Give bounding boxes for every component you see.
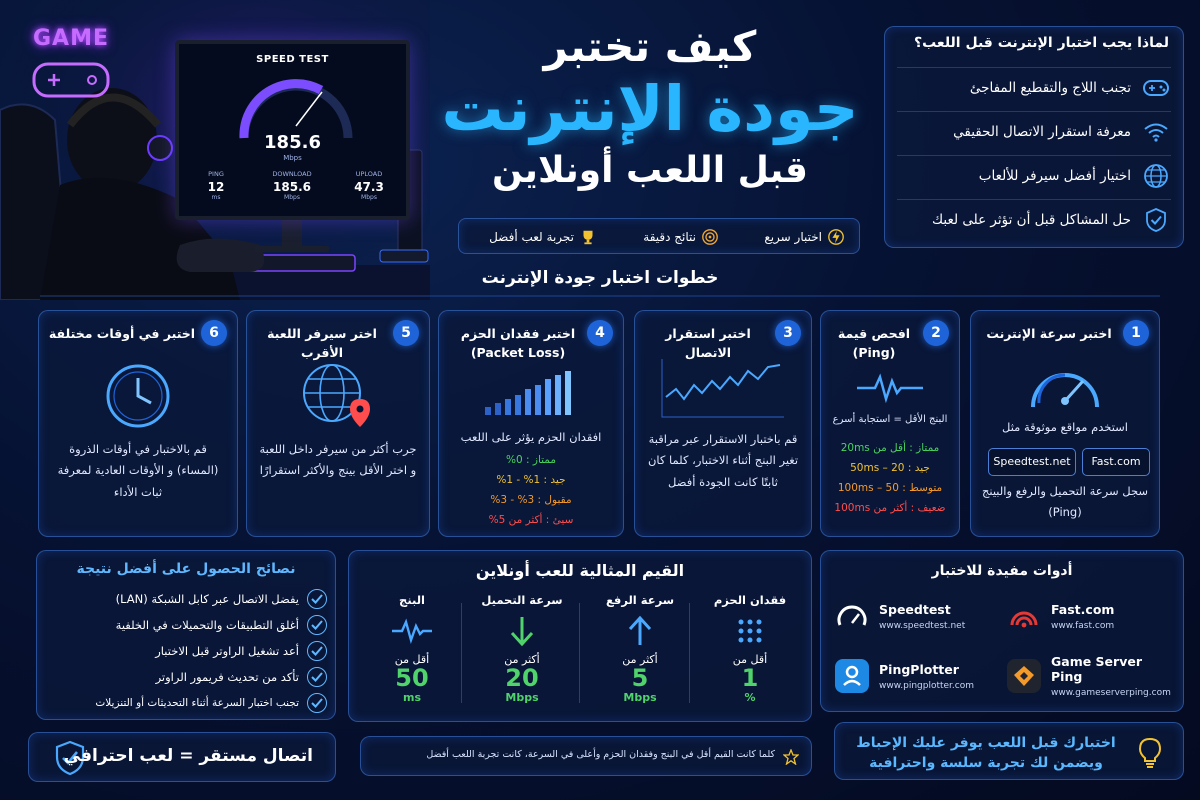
step-body: البنج الأقل = استجابة أسرع bbox=[832, 414, 948, 425]
step-number: 4 bbox=[587, 320, 613, 346]
step-5-server bbox=[246, 310, 430, 537]
feature-quick-test: اختبار سريع bbox=[764, 228, 845, 246]
title-line-3: قبل اللعب أونلاين bbox=[492, 150, 808, 191]
ping-levels bbox=[829, 439, 951, 519]
step-body: قم باختبار الاستقرار عبر مراقبة تغير البنج أثناء الاختبار، كلما كان ثابتًا كانت الجودة أفضل bbox=[647, 432, 799, 489]
speed-bolt-icon bbox=[827, 228, 845, 246]
step-title: افحص قيمة (Ping) bbox=[837, 326, 911, 361]
line-chart-icon bbox=[635, 357, 811, 421]
feature-accurate-results: نتائج دقيقة bbox=[643, 228, 719, 246]
ping-level-excellent: ممتاز : أقل من 20ms bbox=[840, 442, 940, 454]
tool-speedtest[interactable]: Speedtest www.speedtest.net bbox=[835, 593, 1005, 639]
stable-connection-banner bbox=[28, 732, 336, 782]
target-icon bbox=[701, 228, 719, 246]
trophy-icon bbox=[579, 228, 597, 246]
tip-item: أعد تشغيل الراوتر قبل الاختبار bbox=[43, 641, 327, 661]
neon-sign-text: GAME bbox=[32, 26, 109, 51]
check-icon bbox=[307, 641, 327, 661]
ideal-note bbox=[360, 736, 812, 776]
step-4-packet-loss bbox=[438, 310, 624, 537]
ideal-note-text: كلما كانت القيم أقل في البنج وفقدان الحزم وأعلى في السرعة، كانت تجربة اللعب أفضل bbox=[426, 749, 775, 760]
packet-level-good: جيد : 1% - 1% bbox=[496, 473, 566, 486]
tip-item: يفضل الاتصال عبر كابل الشبكة (LAN) bbox=[43, 589, 327, 609]
step-6-times bbox=[38, 310, 238, 537]
tools-panel bbox=[820, 550, 1184, 712]
ideal-ping: البنج أقل من 50 ms bbox=[357, 593, 467, 718]
clock-icon bbox=[39, 361, 237, 431]
feature-better-play: تجربة لعب أفضل bbox=[489, 228, 597, 246]
fastcom-link[interactable]: Fast.com bbox=[1082, 448, 1150, 476]
step-title: اختبر في أوقات مختلفة bbox=[48, 326, 196, 341]
lightbulb-icon bbox=[1135, 735, 1165, 769]
column-divider bbox=[579, 603, 580, 703]
steps-heading: خطوات اختبار جودة الإنترنت bbox=[481, 268, 719, 288]
step-2-ping bbox=[820, 310, 960, 537]
globe-pin-icon bbox=[247, 359, 429, 429]
speedometer-icon bbox=[971, 355, 1159, 415]
tool-fastcom[interactable]: Fast.com www.fast.com bbox=[1007, 593, 1177, 639]
packet-level-acceptable: مقبول : 3% - 3% bbox=[490, 493, 572, 506]
wifi-icon bbox=[1141, 117, 1171, 147]
pulse-icon bbox=[357, 613, 467, 649]
why-test-panel bbox=[884, 26, 1184, 248]
final-message-banner bbox=[834, 722, 1184, 780]
hero-photo bbox=[0, 0, 430, 300]
tip-item: أغلق التطبيقات والتحميلات في الخلفية bbox=[43, 615, 327, 635]
title-line-1: كيف تختبر bbox=[543, 22, 757, 71]
feature-pills bbox=[458, 218, 860, 254]
why-item-stability: معرفة استقرار الاتصال الحقيقي bbox=[897, 111, 1171, 151]
step-1-speed bbox=[970, 310, 1160, 537]
ideal-upload: سرعة الرفع أكثر من 5 Mbps bbox=[585, 593, 695, 718]
neon-controller-icon bbox=[22, 52, 120, 104]
packet-level-excellent: ممتاز : 0% bbox=[505, 454, 557, 466]
monitor-speed-value: 185.6 bbox=[264, 132, 321, 153]
why-item-server: اختيار أفضل سيرفر للألعاب bbox=[897, 155, 1171, 195]
pulse-icon bbox=[821, 371, 959, 405]
why-item-lag: تجنب اللاج والتقطيع المفاجئ bbox=[897, 67, 1171, 107]
step-title: اختبر سرعة الإنترنت bbox=[986, 326, 1112, 341]
tool-game-server-ping[interactable]: Game Server Ping www.gameserverping.com bbox=[1007, 653, 1177, 699]
ping-level-average: متوسط : 50 – 100ms bbox=[837, 481, 943, 494]
monitor-upload: UPLOAD 47.3 Mbps bbox=[354, 170, 384, 201]
pingplotter-logo-icon bbox=[835, 659, 869, 693]
step-number: 2 bbox=[923, 320, 949, 346]
tips-heading: نصائح الحصول على أفضل نتيجة bbox=[76, 561, 296, 577]
speedtest-monitor bbox=[175, 40, 410, 220]
ideal-value: 20 bbox=[505, 664, 539, 692]
tool-pingplotter[interactable]: PingPlotter www.pingplotter.com bbox=[835, 653, 1005, 699]
step-number: 3 bbox=[775, 320, 801, 346]
why-heading: لماذا يجب اختبار الإنترنت قبل اللعب؟ bbox=[913, 35, 1169, 51]
final-message-text: اختبارك قبل اللعب يوفر عليك الإحباط ويضمن لك تجربة سلسة واحترافية bbox=[856, 735, 1116, 772]
check-icon bbox=[307, 615, 327, 635]
step-body-bottom: سجل سرعة التحميل والرفع والبينج (Ping) bbox=[981, 484, 1149, 520]
packet-loss-levels bbox=[447, 451, 615, 531]
stable-banner-text: اتصال مستقر = لعب احترافي bbox=[63, 746, 313, 766]
step-3-stability bbox=[634, 310, 812, 537]
gamepad-icon bbox=[1141, 73, 1171, 103]
ideal-values-panel bbox=[348, 550, 812, 722]
step-number: 1 bbox=[1123, 320, 1149, 346]
steps-divider bbox=[40, 292, 1160, 306]
step-title: اختر سيرفر اللعبة الأقرب bbox=[267, 326, 377, 361]
packet-level-bad: سيئ : أكثر من 5% bbox=[488, 513, 574, 526]
upload-arrow-icon bbox=[585, 613, 695, 649]
ideal-value: 50 bbox=[395, 664, 429, 692]
tips-panel bbox=[36, 550, 336, 720]
neon-game-sign bbox=[22, 24, 120, 104]
ideal-value: 5 bbox=[631, 664, 649, 692]
check-icon bbox=[307, 667, 327, 687]
step-body: افقدان الحزم يؤثر على اللعب bbox=[460, 430, 602, 444]
step-body: قم بالاختبار في أوقات الذروة (المساء) و الأوقات العادية لمعرفة ثبات الأداء bbox=[57, 442, 219, 499]
monitor-ping: PING 12 ms bbox=[207, 170, 225, 201]
star-icon bbox=[783, 749, 799, 765]
monitor-download: DOWNLOAD 185.6 Mbps bbox=[272, 170, 312, 201]
tip-item: تأكد من تحديث فريمور الراوتر bbox=[43, 667, 327, 687]
check-icon bbox=[307, 693, 327, 713]
step-title: اختبر فقدان الحزم (Packet Loss) bbox=[460, 326, 576, 361]
why-item-fix: حل المشاكل قبل أن تؤثر على لعبك bbox=[897, 199, 1171, 239]
title-line-2: جودة الإنترنت bbox=[441, 72, 859, 145]
fastcom-logo-icon bbox=[1007, 599, 1041, 633]
ping-level-weak: ضعيف : أكثر من 100ms bbox=[834, 501, 946, 514]
ideal-packet-loss: فقدان الحزم أقل من 1 % bbox=[695, 593, 805, 718]
speedtest-link[interactable]: Speedtest.net bbox=[988, 448, 1076, 476]
ideal-value: 1 bbox=[741, 664, 759, 692]
ping-level-good: جيد : 20 – 50ms bbox=[850, 461, 930, 474]
signal-bars-icon bbox=[439, 369, 623, 417]
monitor-title: SPEED TEST bbox=[256, 54, 329, 65]
globe-icon bbox=[1141, 161, 1171, 191]
tip-item: تجنب اختبار السرعة أثناء التحديثات أو التنزيلات bbox=[43, 693, 327, 713]
gameserverping-logo-icon bbox=[1007, 659, 1041, 693]
step-number: 5 bbox=[393, 320, 419, 346]
ideal-heading: القيم المثالية للعب أونلاين bbox=[475, 561, 685, 580]
tools-heading: أدوات مفيدة للاختبار bbox=[931, 563, 1073, 579]
ideal-download: سرعة التحميل أكثر من 20 Mbps bbox=[467, 593, 577, 718]
step-title: اختبر استقرار الاتصال bbox=[665, 326, 751, 361]
step-body-top: استخدم مواقع موثوقة مثل bbox=[1001, 420, 1128, 434]
download-arrow-icon bbox=[467, 613, 577, 649]
speedtest-logo-icon bbox=[835, 599, 869, 633]
step-body: جرب أكثر من سيرفر داخل اللعبة و اختر الأقل بينج والأكثر استقرارًا bbox=[259, 442, 417, 478]
check-icon bbox=[307, 589, 327, 609]
monitor-speed-unit: Mbps bbox=[283, 154, 302, 162]
packet-dots-icon bbox=[695, 613, 805, 649]
shield-check-icon bbox=[1141, 205, 1171, 235]
step-number: 6 bbox=[201, 320, 227, 346]
